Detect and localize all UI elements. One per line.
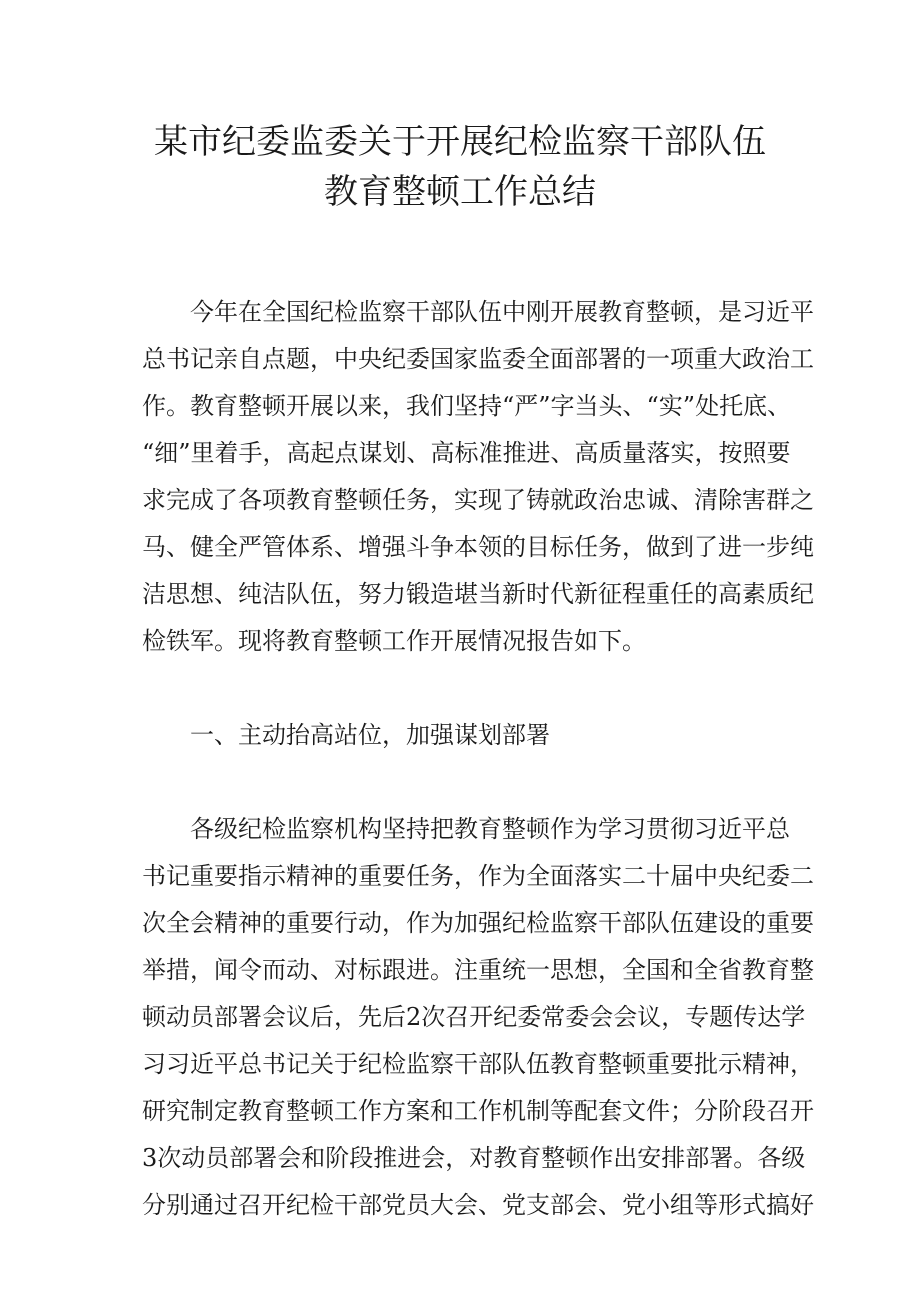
paragraph-2-line: 各级纪检监察机构坚持把教育整顿作为学习贯彻习近平总 [190, 815, 790, 843]
paragraph-1-line: 作。教育整顿开展以来，我们坚持“严”字当头、“实”处托底、 [142, 392, 792, 420]
paragraph-2-line: 举措，闻令而动、对标跟进。注重统一思想，全国和全省教育整 [142, 956, 814, 984]
paragraph-1-line: “细”里着手，高起点谋划、高标准推进、高质量落实，按照要 [142, 439, 791, 467]
paragraph-1-line: 总书记亲自点题，中央纪委国家监委全面部署的一项重大政治工 [142, 345, 814, 373]
paragraph-2-line: 习习近平总书记关于纪检监察干部队伍教育整顿重要批示精神， [142, 1050, 814, 1078]
paragraph-2-line: 3次动员部署会和阶段推进会，对教育整顿作出安排部署。各级 [142, 1144, 806, 1172]
paragraph-2-line: 次全会精神的重要行动，作为加强纪检监察干部队伍建设的重要 [142, 909, 814, 937]
paragraph-2-line: 顿动员部署会议后，先后2次召开纪委常委会会议，专题传达学 [142, 1003, 806, 1031]
document-title-line-2: 教育整顿工作总结 [324, 172, 596, 212]
document-title-line-1: 某市纪委监委关于开展纪检监察干部队伍 [154, 122, 766, 162]
paragraph-2-line: 书记重要指示精神的重要任务，作为全面落实二十届中央纪委二 [142, 862, 814, 890]
paragraph-1-line: 洁思想、纯洁队伍，努力锻造堪当新时代新征程重任的高素质纪 [142, 580, 814, 608]
paragraph-2-line: 研究制定教育整顿工作方案和工作机制等配套文件；分阶段召开 [142, 1097, 814, 1125]
section-1-heading: 一、主动抬高站位，加强谋划部署 [190, 721, 550, 749]
paragraph-1-line: 今年在全国纪检监察干部队伍中刚开展教育整顿，是习近平 [190, 298, 814, 326]
paragraph-1-line: 马、健全严管体系、增强斗争本领的目标任务，做到了进一步纯 [142, 533, 814, 561]
paragraph-1-line: 检铁军。现将教育整顿工作开展情况报告如下。 [142, 627, 646, 655]
paragraph-2-line: 分别通过召开纪检干部党员大会、党支部会、党小组等形式搞好 [142, 1191, 814, 1219]
paragraph-1-line: 求完成了各项教育整顿任务，实现了铸就政治忠诚、清除害群之 [142, 486, 814, 514]
